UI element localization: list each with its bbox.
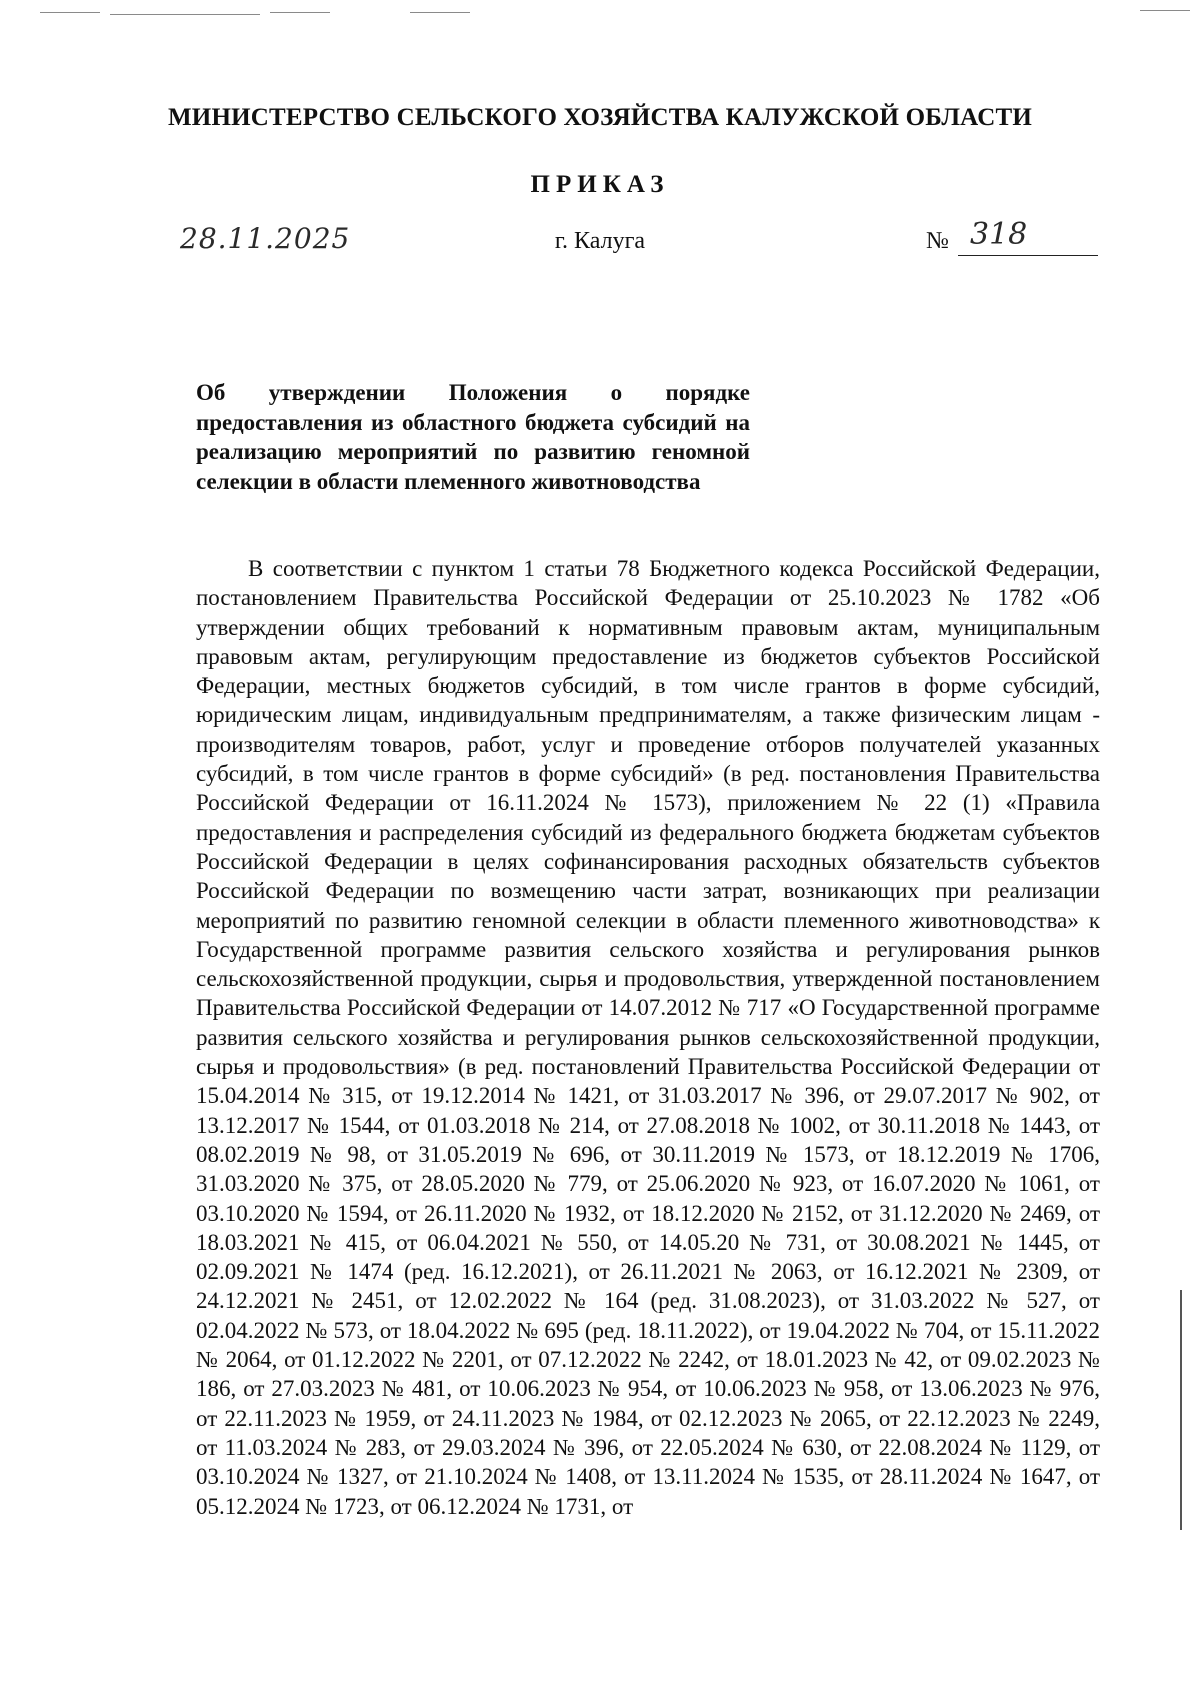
- scan-mark: [110, 14, 260, 15]
- scan-margin-line: [1180, 1290, 1182, 1530]
- scan-mark: [40, 12, 100, 13]
- handwritten-number: 318: [958, 218, 1098, 256]
- handwritten-date: 28.11.2025: [180, 222, 351, 255]
- scan-mark: [410, 12, 470, 13]
- ministry-header: МИНИСТЕРСТВО СЕЛЬСКОГО ХОЗЯЙСТВА КАЛУЖСКОЙ ОБЛАСТИ: [168, 104, 1032, 131]
- number-label: №: [926, 228, 949, 254]
- order-subject: Об утверждении Положения о порядке предоставления из областного бюджета субсидий на реализацию мероприятий по развитию геномной селекции в области племенного животноводства: [196, 380, 750, 494]
- city-label: г. Калуга: [554, 228, 646, 254]
- scan-mark: [1140, 10, 1190, 11]
- scan-mark: [270, 12, 330, 13]
- order-title: ПРИКАЗ: [530, 171, 670, 198]
- body-paragraph: В соответствии с пунктом 1 статьи 78 Бюджетного кодекса Российской Федерации, постановлением Правительства Российской Федерации от 25.10.2023 № 1782 «Об утверждении общих требований к нормативным правовым актам, муниципальным правовым актам, регулирующим предоставление из бюджетов субъектов Российской Федерации, местных бюджетов субсидий, в том числе грантов в форме субсидий, юридическим лицам, индивидуальным предпринимателям, а также физическим лицам - производителям товаров, работ, услуг и проведение отборов получателей указанных субсидий, в том числе грантов в форме субсидий» (в ред. постановления Правительства Российской Федерации от 16.11.2024 № 1573), приложением № 22 (1) «Правила предоставления и распределения субсидий из федерального бюджета бюджетам субъектов Российской Федерации в целях софинансирования расходных обязательств субъектов Российской Федерации по возмещению части затрат, возникающих при реализации мероприятий по развитию геномной селекции в области племенного животноводства» к Государственной программе развития сельского хозяйства и регулирования рынков сельскохозяйственной продукции, сырья и продовольствия, утвержденной постановлением Правительства Российской Федерации от 14.07.2012 № 717 «О Государственной программе развития сельского хозяйства и регулирования рынков сельскохозяйственной продукции, сырья и продовольствия» (в ред. постановлений Правительства Российской Федерации от 15.04.2014 № 315, от 19.12.2014 № 1421, от 31.03.2017 № 396, от 29.07.2017 № 902, от 13.12.2017 № 1544, от 01.03.2018 № 214, от 27.08.2018 № 1002, от 30.11.2018 № 1443, от 08.02.2019 № 98, от 31.05.2019 № 696, от 30.11.2019 № 1573, от 18.12.2019 № 1706, 31.03.2020 № 375, от 28.05.2020 № 779, от 25.06.2020 № 923, от 16.07.2020 № 1061, от 03.10.2020 № 1594, от 26.11.2020 № 1932, от 18.12.2020 № 2152, от 31.12.2020 № 2469, от 18.03.2021 № 415, от 06.04.2021 № 550, от 14.05.20 № 731, от 30.08.2021 № 1445, от 02.09.2021 № 1474 (ред. 16.12.2021), от 26.11.2021 № 2063, от 16.12.2021 № 2309, от 24.12.2021 № 2451, от 12.02.2022 № 164 (ред. 31.08.2023), от 31.03.2022 № 527, от 02.04.2022 № 573, от 18.04.2022 № 695 (ред. 18.11.2022), от 19.04.2022 № 704, от 15.11.2022 № 2064, от 01.12.2022 № 2201, от 07.12.2022 № 2242, от 18.01.2023 № 42, от 09.02.2023 № 186, от 27.03.2023 № 481, от 10.06.2023 № 954, от 10.06.2023 № 958, от 13.06.2023 № 976, от 22.11.2023 № 1959, от 24.11.2023 № 1984, от 02.12.2023 № 2065, от 22.12.2023 № 2249, от 11.03.2024 № 283, от 29.03.2024 № 396, от 22.05.2024 № 630, от 22.08.2024 № 1129, от 03.10.2024 № 1327, от 21.10.2024 № 1408, от 13.11.2024 № 1535, от 28.11.2024 № 1647, от 05.12.2024 № 1723, от 06.12.2024 № 1731, от: [196, 556, 1100, 1519]
